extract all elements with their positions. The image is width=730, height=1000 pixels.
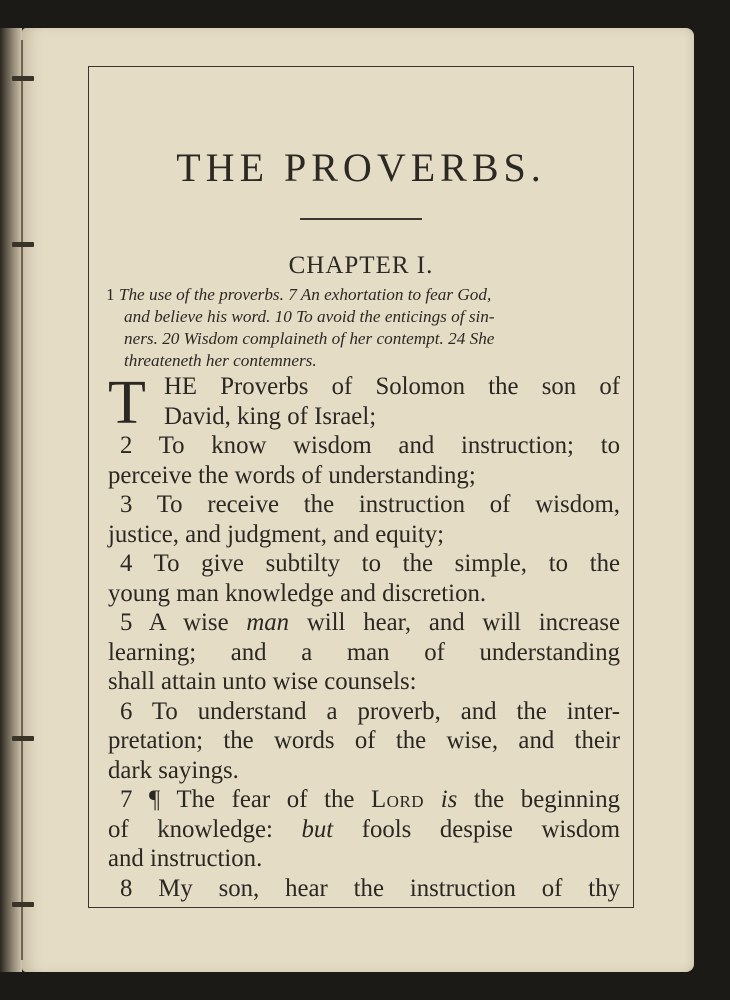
spine-line <box>21 40 23 960</box>
verse-line: 4 To give subtilty to the simple, to the <box>120 550 620 577</box>
verse-text-segment: of knowledge: <box>108 815 302 843</box>
verse-line <box>108 785 620 815</box>
chapter-summary <box>106 284 618 372</box>
verse-line: David, king of Israel; <box>164 402 377 430</box>
verse-line: justice, and judgment, and equity; <box>108 520 445 548</box>
summary-line: ners. 20 Wisdom complaineth of her contempt. 24 She <box>124 329 495 348</box>
summary-text: The use of the proverbs. 7 An exhortation to fear God, <box>118 285 492 304</box>
verse-line: 6 To understand a proverb, and the inter- <box>120 697 620 725</box>
verse-text-segment: 5 A wise <box>120 609 247 636</box>
verse-line: young man knowledge and discretion. <box>108 579 487 607</box>
summary-line: and believe his word. 10 To avoid the enticings of sin- <box>124 307 495 326</box>
verse-text-segment: 7 ¶ The fear of the <box>120 786 372 813</box>
verse-line: 8 My son, hear the instruction of thy <box>120 874 620 902</box>
verse-italic-word: is <box>440 786 458 813</box>
chapter-heading: CHAPTER I. <box>288 252 434 279</box>
verse-text-segment: fools despise wisdom <box>333 815 620 843</box>
verse-text-segment <box>424 786 441 813</box>
verse-line: 2 To know wisdom and instruction; to <box>120 432 620 459</box>
verse-line: dark sayings. <box>108 756 239 784</box>
binding-stitch <box>12 76 34 81</box>
verse-line: learning; and a man of understanding <box>108 638 620 666</box>
verse-line: perceive the words of understanding; <box>108 461 476 489</box>
verse-smallcaps-word: Lord <box>371 786 425 813</box>
verse-text-segment: the beginning <box>457 786 620 813</box>
verse-line: HE Proverbs of Solomon the son of <box>164 373 620 400</box>
binding-stitch <box>12 902 34 907</box>
verse-italic-word: but <box>301 815 334 843</box>
verse-text-segment: will hear, and will increase <box>289 609 621 636</box>
verse-line <box>108 608 620 638</box>
summary-line <box>106 284 618 306</box>
title-divider <box>300 218 422 220</box>
drop-cap: T <box>108 369 146 437</box>
left-page-edge <box>0 28 22 972</box>
page-title: THE PROVERBS. <box>176 145 546 190</box>
verse-italic-word: man <box>246 609 290 636</box>
binding-stitch <box>12 736 34 741</box>
verse-line <box>108 815 620 845</box>
verse-line: shall attain unto wise counsels: <box>108 668 417 695</box>
summary-line: threateneth her contemners. <box>124 351 317 370</box>
binding-stitch <box>12 242 34 247</box>
verse-line: 3 To receive the instruction of wisdom, <box>120 491 620 518</box>
verse-line: and instruction. <box>108 845 263 872</box>
verse-line: pretation; the words of the wise, and their <box>108 727 620 754</box>
summary-number: 1 <box>106 285 115 304</box>
verse-text <box>108 369 621 903</box>
